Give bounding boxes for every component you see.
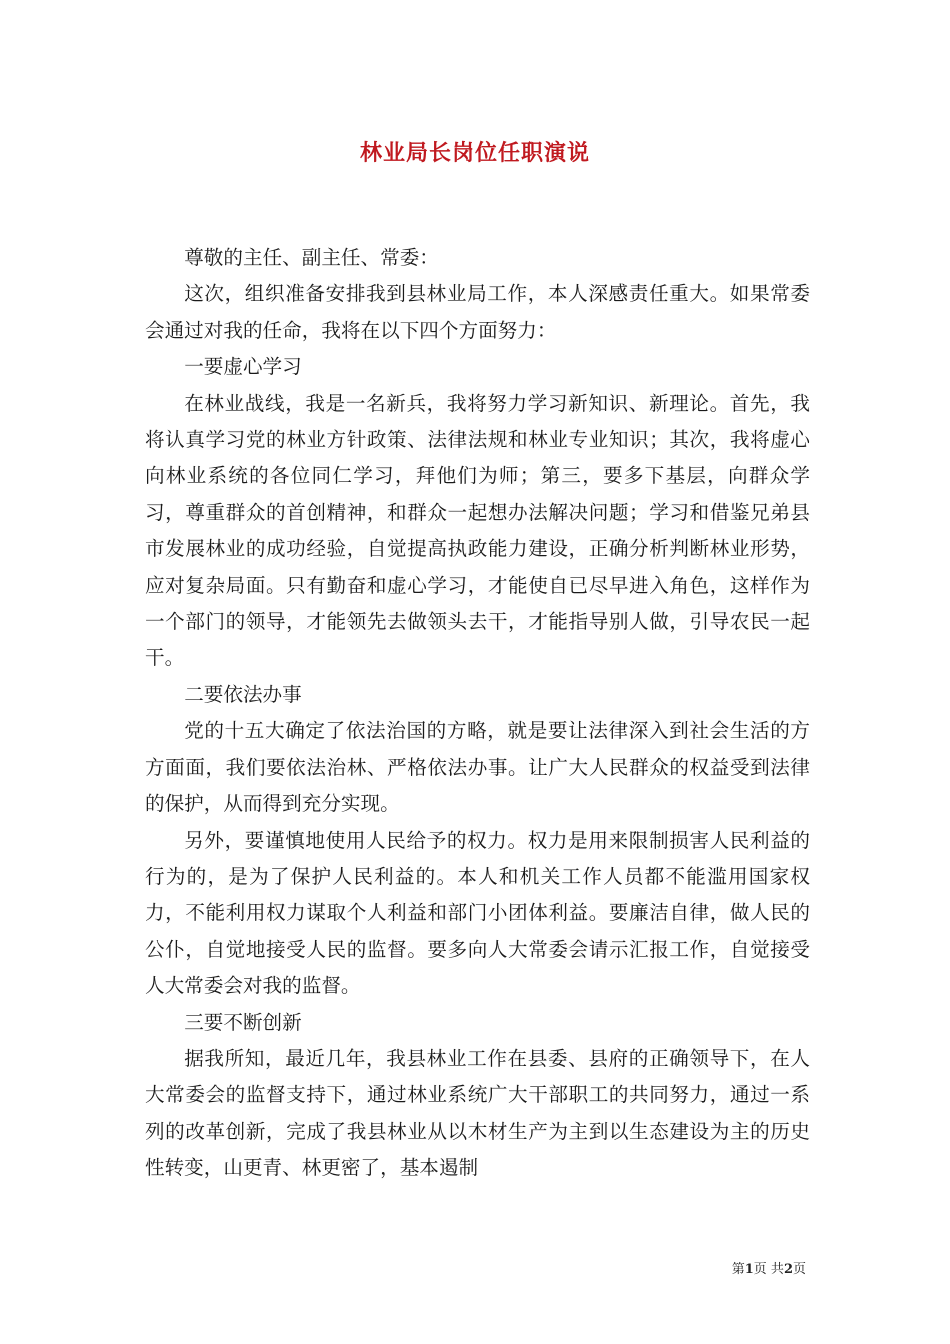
salutation-paragraph: 尊敬的主任、副主任、常委：	[184, 246, 439, 269]
footer-prefix: 第	[731, 1262, 745, 1277]
document-body	[145, 240, 810, 1187]
footer-middle: 页 共	[753, 1262, 784, 1277]
body-paragraph: 另外，要谨慎地使用人民给予的权力。权力是用来限制损害人民利益的行为的，是为了保护人民利益的。本人和机关工作人员都不能滥用国家权力，不能利用权力谋取个人利益和部门小团体利益。要廉洁自律，做人民的公仆，自觉地接受人民的监督。要多向人大常委会请示汇报工作，自觉接受人大常委会对我的监督。	[145, 828, 810, 998]
document-title: 林业局长岗位任职演说	[359, 140, 590, 166]
body-paragraph: 在林业战线，我是一名新兵，我将努力学习新知识、新理论。首先，我将认真学习党的林业方针政策、法律法规和林业专业知识；其次，我将虚心向林业系统的各位同仁学习，拜他们为师；第三，要多下基层，向群众学习，尊重群众的首创精神，和群众一起想办法解决问题；学习和借鉴兄弟县市发展林业的成功经验，自觉提高执政能力建设，正确分析判断林业形势，应对复杂局面。只有勤奋和虚心学习，才能使自已尽早进入角色，这样作为一个部门的领导，才能领先去做领头去干，才能指导别人做，引导农民一起干。	[145, 391, 810, 670]
section-heading-2: 二要依法办事	[184, 682, 302, 706]
body-paragraph: 党的十五大确定了依法治国的方略，就是要让法律深入到社会生活的方方面面，我们要依法治林、严格依法办事。让广大人民群众的权益受到法律的保护，从而得到充分实现。	[145, 719, 810, 816]
section-heading-1: 一要虚心学习	[184, 355, 302, 379]
total-pages-number: 2	[783, 1262, 793, 1277]
footer-suffix: 页	[792, 1262, 806, 1277]
current-page-number: 1	[744, 1262, 754, 1277]
body-paragraph: 据我所知，最近几年，我县林业工作在县委、县府的正确领导下，在人大常委会的监督支持下，通过林业系统广大干部职工的共同努力，通过一系列的改革创新，完成了我县林业从以木材生产为主到以生态建设为主的历史性转变，山更青、林更密了，基本遏制	[145, 1046, 810, 1180]
page-number-footer	[732, 1258, 806, 1277]
section-heading-3: 三要不断创新	[184, 1010, 302, 1034]
intro-paragraph: 这次，组织准备安排我到县林业局工作，本人深感责任重大。如果常委会通过对我的任命，我将在以下四个方面努力：	[145, 282, 810, 342]
